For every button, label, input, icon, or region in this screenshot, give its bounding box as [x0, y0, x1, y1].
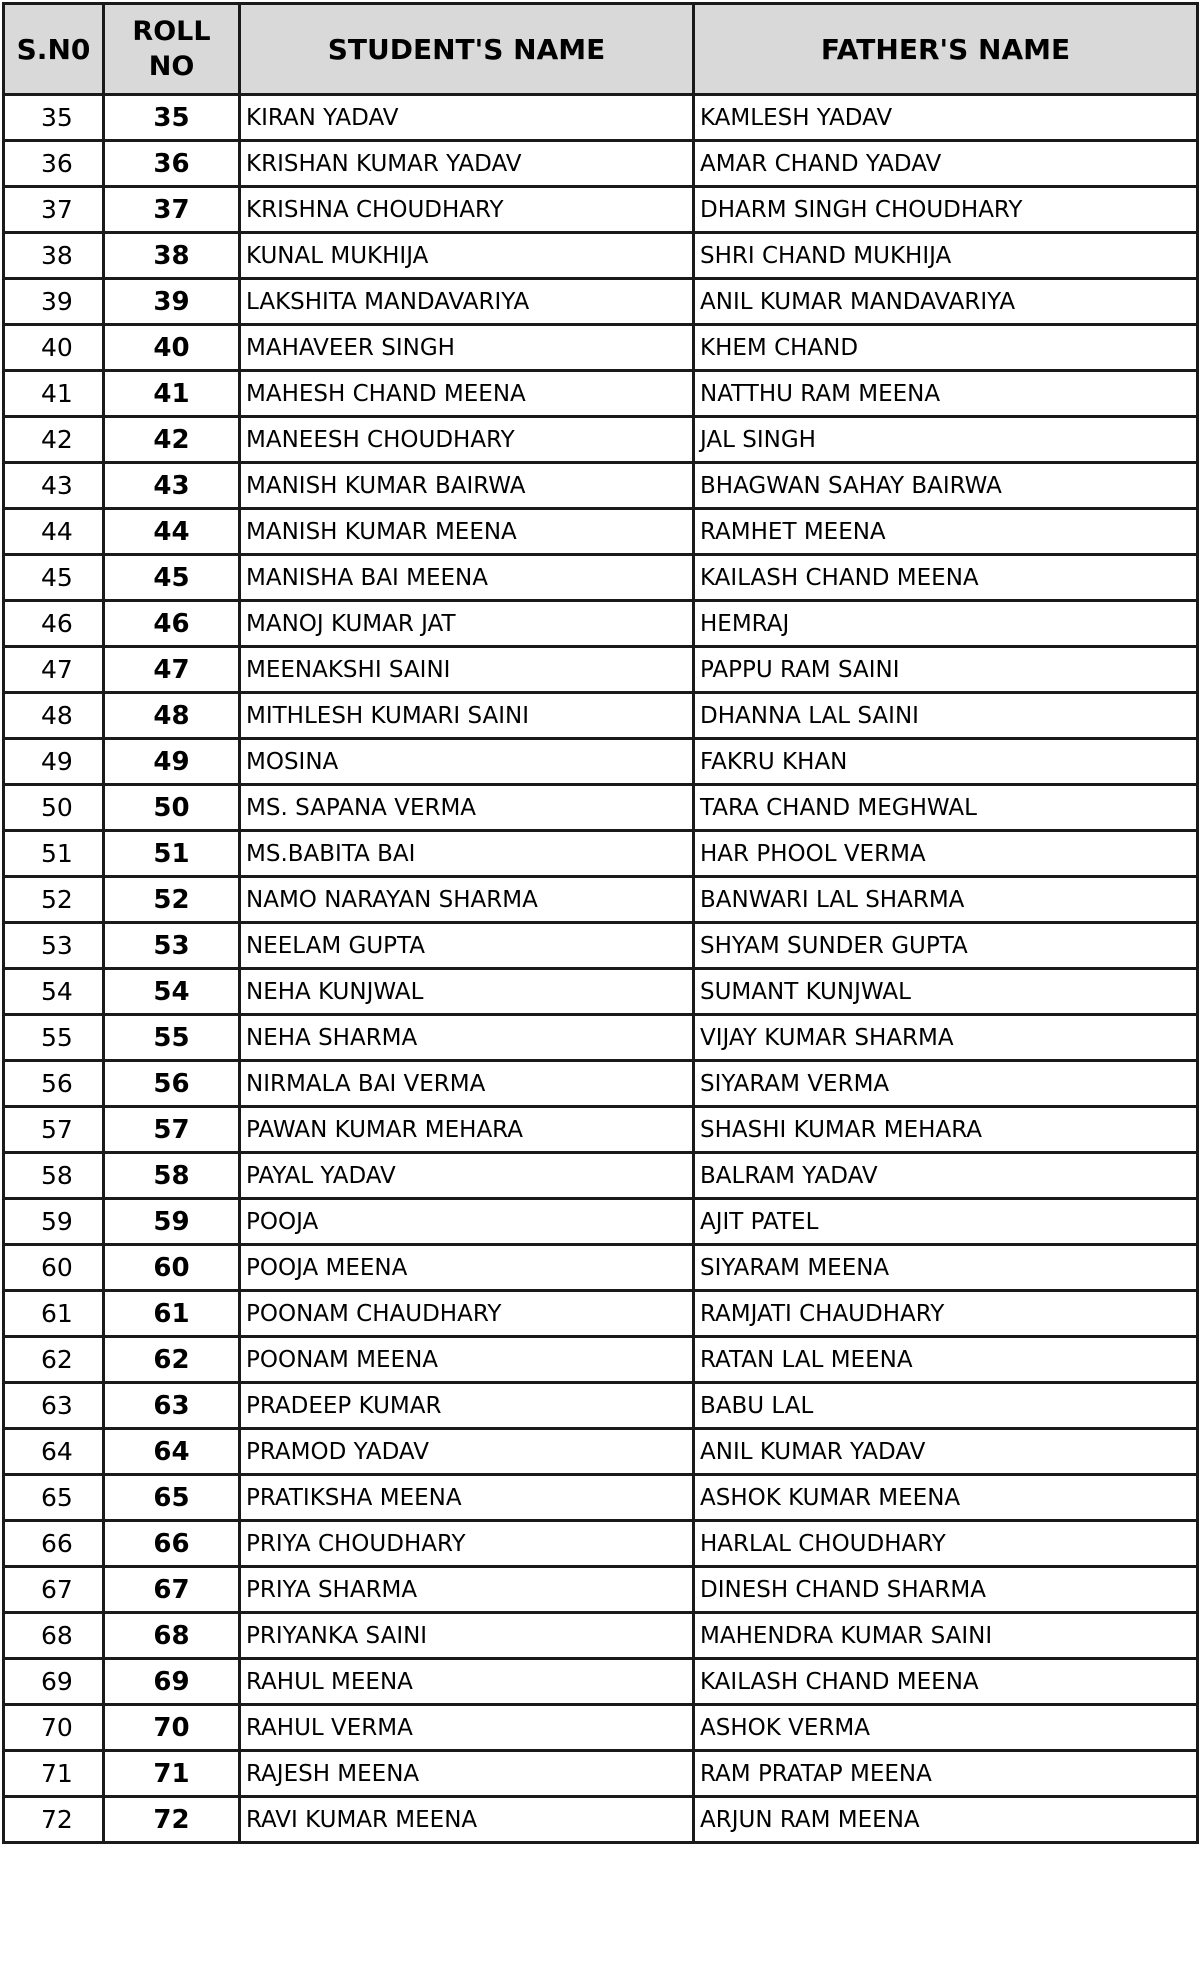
row-roll-no-cell: 55	[104, 1015, 240, 1061]
table-header	[4, 4, 1198, 95]
table-row	[4, 1107, 1198, 1153]
table-row	[4, 693, 1198, 739]
table-row	[4, 1521, 1198, 1567]
row-father-name-cell: ASHOK KUMAR MEENA	[694, 1475, 1198, 1521]
row-sno-cell: 39	[4, 279, 104, 325]
table-row	[4, 647, 1198, 693]
table-row	[4, 1199, 1198, 1245]
row-sno-cell: 37	[4, 187, 104, 233]
row-roll-no-cell: 70	[104, 1705, 240, 1751]
row-father-name-cell: KAILASH CHAND MEENA	[694, 1659, 1198, 1705]
table-row	[4, 1567, 1198, 1613]
row-father-name-cell: DINESH CHAND SHARMA	[694, 1567, 1198, 1613]
table-row	[4, 509, 1198, 555]
row-father-name-cell: ASHOK VERMA	[694, 1705, 1198, 1751]
row-father-name-cell: SHYAM SUNDER GUPTA	[694, 923, 1198, 969]
header-roll-no	[104, 4, 240, 95]
row-sno-cell: 52	[4, 877, 104, 923]
row-student-name-cell: RAJESH MEENA	[240, 1751, 694, 1797]
row-father-name-cell: RAM PRATAP MEENA	[694, 1751, 1198, 1797]
row-roll-no-cell: 66	[104, 1521, 240, 1567]
table-row	[4, 739, 1198, 785]
row-student-name-cell: POOJA MEENA	[240, 1245, 694, 1291]
row-student-name-cell: RAHUL MEENA	[240, 1659, 694, 1705]
row-father-name-cell: HAR PHOOL VERMA	[694, 831, 1198, 877]
table-row	[4, 279, 1198, 325]
table-row	[4, 1429, 1198, 1475]
header-student-name: STUDENT'S NAME	[240, 4, 694, 95]
row-student-name-cell: MANISHA BAI MEENA	[240, 555, 694, 601]
row-sno-cell: 62	[4, 1337, 104, 1383]
row-father-name-cell: SHASHI KUMAR MEHARA	[694, 1107, 1198, 1153]
header-roll-no-label: ROLL NO	[132, 16, 211, 82]
row-roll-no-cell: 71	[104, 1751, 240, 1797]
row-student-name-cell: PRADEEP KUMAR	[240, 1383, 694, 1429]
table-row	[4, 1797, 1198, 1843]
table-row	[4, 969, 1198, 1015]
row-student-name-cell: MANEESH CHOUDHARY	[240, 417, 694, 463]
row-student-name-cell: PRIYA CHOUDHARY	[240, 1521, 694, 1567]
row-sno-cell: 60	[4, 1245, 104, 1291]
row-student-name-cell: NIRMALA BAI VERMA	[240, 1061, 694, 1107]
row-student-name-cell: MAHESH CHAND MEENA	[240, 371, 694, 417]
row-father-name-cell: KAMLESH YADAV	[694, 95, 1198, 141]
header-row	[4, 4, 1198, 95]
row-sno-cell: 69	[4, 1659, 104, 1705]
row-roll-no-cell: 61	[104, 1291, 240, 1337]
row-sno-cell: 72	[4, 1797, 104, 1843]
row-roll-no-cell: 69	[104, 1659, 240, 1705]
row-sno-cell: 67	[4, 1567, 104, 1613]
table-row	[4, 233, 1198, 279]
row-student-name-cell: MEENAKSHI SAINI	[240, 647, 694, 693]
row-father-name-cell: PAPPU RAM SAINI	[694, 647, 1198, 693]
row-student-name-cell: KRISHNA CHOUDHARY	[240, 187, 694, 233]
table-row	[4, 555, 1198, 601]
row-sno-cell: 63	[4, 1383, 104, 1429]
row-roll-no-cell: 49	[104, 739, 240, 785]
row-father-name-cell: TARA CHAND MEGHWAL	[694, 785, 1198, 831]
row-roll-no-cell: 36	[104, 141, 240, 187]
row-sno-cell: 40	[4, 325, 104, 371]
table-row	[4, 1291, 1198, 1337]
row-roll-no-cell: 58	[104, 1153, 240, 1199]
row-roll-no-cell: 46	[104, 601, 240, 647]
row-student-name-cell: MITHLESH KUMARI SAINI	[240, 693, 694, 739]
row-roll-no-cell: 50	[104, 785, 240, 831]
row-student-name-cell: PAWAN KUMAR MEHARA	[240, 1107, 694, 1153]
row-father-name-cell: SIYARAM MEENA	[694, 1245, 1198, 1291]
row-sno-cell: 53	[4, 923, 104, 969]
row-roll-no-cell: 57	[104, 1107, 240, 1153]
row-student-name-cell: POONAM MEENA	[240, 1337, 694, 1383]
table-body	[4, 95, 1198, 1843]
row-student-name-cell: MOSINA	[240, 739, 694, 785]
table-row	[4, 785, 1198, 831]
table-row	[4, 1659, 1198, 1705]
row-roll-no-cell: 59	[104, 1199, 240, 1245]
row-father-name-cell: KHEM CHAND	[694, 325, 1198, 371]
row-sno-cell: 38	[4, 233, 104, 279]
row-sno-cell: 50	[4, 785, 104, 831]
row-father-name-cell: BHAGWAN SAHAY BAIRWA	[694, 463, 1198, 509]
table-row	[4, 187, 1198, 233]
row-student-name-cell: MAHAVEER SINGH	[240, 325, 694, 371]
row-sno-cell: 56	[4, 1061, 104, 1107]
row-roll-no-cell: 56	[104, 1061, 240, 1107]
row-roll-no-cell: 64	[104, 1429, 240, 1475]
row-roll-no-cell: 47	[104, 647, 240, 693]
table-row	[4, 1613, 1198, 1659]
row-sno-cell: 47	[4, 647, 104, 693]
row-sno-cell: 49	[4, 739, 104, 785]
row-sno-cell: 46	[4, 601, 104, 647]
row-father-name-cell: BABU LAL	[694, 1383, 1198, 1429]
row-student-name-cell: POOJA	[240, 1199, 694, 1245]
row-sno-cell: 43	[4, 463, 104, 509]
table-row	[4, 95, 1198, 141]
row-father-name-cell: KAILASH CHAND MEENA	[694, 555, 1198, 601]
row-sno-cell: 55	[4, 1015, 104, 1061]
row-roll-no-cell: 43	[104, 463, 240, 509]
row-roll-no-cell: 44	[104, 509, 240, 555]
header-father-name: FATHER'S NAME	[694, 4, 1198, 95]
row-student-name-cell: NEELAM GUPTA	[240, 923, 694, 969]
row-roll-no-cell: 38	[104, 233, 240, 279]
row-sno-cell: 71	[4, 1751, 104, 1797]
row-student-name-cell: PRIYA SHARMA	[240, 1567, 694, 1613]
row-roll-no-cell: 51	[104, 831, 240, 877]
table-row	[4, 417, 1198, 463]
row-father-name-cell: SHRI CHAND MUKHIJA	[694, 233, 1198, 279]
row-roll-no-cell: 63	[104, 1383, 240, 1429]
row-student-name-cell: PRIYANKA SAINI	[240, 1613, 694, 1659]
row-sno-cell: 36	[4, 141, 104, 187]
row-sno-cell: 42	[4, 417, 104, 463]
row-father-name-cell: HEMRAJ	[694, 601, 1198, 647]
row-father-name-cell: NATTHU RAM MEENA	[694, 371, 1198, 417]
row-sno-cell: 58	[4, 1153, 104, 1199]
row-father-name-cell: VIJAY KUMAR SHARMA	[694, 1015, 1198, 1061]
row-student-name-cell: KIRAN YADAV	[240, 95, 694, 141]
row-father-name-cell: DHANNA LAL SAINI	[694, 693, 1198, 739]
table-row	[4, 1015, 1198, 1061]
row-roll-no-cell: 40	[104, 325, 240, 371]
row-sno-cell: 57	[4, 1107, 104, 1153]
row-roll-no-cell: 41	[104, 371, 240, 417]
table-row	[4, 1337, 1198, 1383]
table-row	[4, 1705, 1198, 1751]
row-father-name-cell: ANIL KUMAR MANDAVARIYA	[694, 279, 1198, 325]
row-roll-no-cell: 62	[104, 1337, 240, 1383]
table-row	[4, 601, 1198, 647]
row-father-name-cell: BALRAM YADAV	[694, 1153, 1198, 1199]
row-father-name-cell: RATAN LAL MEENA	[694, 1337, 1198, 1383]
row-student-name-cell: MANISH KUMAR MEENA	[240, 509, 694, 555]
row-student-name-cell: NEHA KUNJWAL	[240, 969, 694, 1015]
table-row	[4, 463, 1198, 509]
row-sno-cell: 65	[4, 1475, 104, 1521]
row-sno-cell: 48	[4, 693, 104, 739]
row-father-name-cell: ANIL KUMAR YADAV	[694, 1429, 1198, 1475]
table-row	[4, 831, 1198, 877]
row-student-name-cell: MS.BABITA BAI	[240, 831, 694, 877]
row-student-name-cell: PRAMOD YADAV	[240, 1429, 694, 1475]
row-student-name-cell: PRATIKSHA MEENA	[240, 1475, 694, 1521]
row-roll-no-cell: 72	[104, 1797, 240, 1843]
table-row	[4, 877, 1198, 923]
row-student-name-cell: KUNAL MUKHIJA	[240, 233, 694, 279]
row-father-name-cell: AJIT PATEL	[694, 1199, 1198, 1245]
row-father-name-cell: ARJUN RAM MEENA	[694, 1797, 1198, 1843]
row-father-name-cell: FAKRU KHAN	[694, 739, 1198, 785]
row-father-name-cell: SUMANT KUNJWAL	[694, 969, 1198, 1015]
row-student-name-cell: RAVI KUMAR MEENA	[240, 1797, 694, 1843]
table-row	[4, 1153, 1198, 1199]
row-roll-no-cell: 54	[104, 969, 240, 1015]
row-sno-cell: 51	[4, 831, 104, 877]
row-father-name-cell: AMAR CHAND YADAV	[694, 141, 1198, 187]
table-row	[4, 923, 1198, 969]
row-roll-no-cell: 65	[104, 1475, 240, 1521]
student-list-sheet	[2, 2, 1196, 1964]
row-sno-cell: 54	[4, 969, 104, 1015]
row-sno-cell: 64	[4, 1429, 104, 1475]
row-student-name-cell: NEHA SHARMA	[240, 1015, 694, 1061]
row-roll-no-cell: 35	[104, 95, 240, 141]
row-sno-cell: 35	[4, 95, 104, 141]
row-sno-cell: 70	[4, 1705, 104, 1751]
row-student-name-cell: NAMO NARAYAN SHARMA	[240, 877, 694, 923]
row-father-name-cell: BANWARI LAL SHARMA	[694, 877, 1198, 923]
row-roll-no-cell: 37	[104, 187, 240, 233]
row-student-name-cell: KRISHAN KUMAR YADAV	[240, 141, 694, 187]
table-row	[4, 141, 1198, 187]
row-father-name-cell: RAMHET MEENA	[694, 509, 1198, 555]
row-sno-cell: 41	[4, 371, 104, 417]
row-sno-cell: 44	[4, 509, 104, 555]
row-student-name-cell: POONAM CHAUDHARY	[240, 1291, 694, 1337]
row-father-name-cell: HARLAL CHOUDHARY	[694, 1521, 1198, 1567]
row-student-name-cell: LAKSHITA MANDAVARIYA	[240, 279, 694, 325]
row-father-name-cell: SIYARAM VERMA	[694, 1061, 1198, 1107]
table-row	[4, 325, 1198, 371]
row-roll-no-cell: 39	[104, 279, 240, 325]
student-table	[2, 2, 1199, 1844]
row-roll-no-cell: 42	[104, 417, 240, 463]
table-row	[4, 1245, 1198, 1291]
row-sno-cell: 45	[4, 555, 104, 601]
row-student-name-cell: MANOJ KUMAR JAT	[240, 601, 694, 647]
row-student-name-cell: MS. SAPANA VERMA	[240, 785, 694, 831]
row-father-name-cell: JAL SINGH	[694, 417, 1198, 463]
row-roll-no-cell: 60	[104, 1245, 240, 1291]
row-student-name-cell: PAYAL YADAV	[240, 1153, 694, 1199]
table-row	[4, 1751, 1198, 1797]
table-row	[4, 1475, 1198, 1521]
row-sno-cell: 61	[4, 1291, 104, 1337]
header-sno: S.N0	[4, 4, 104, 95]
row-student-name-cell: RAHUL VERMA	[240, 1705, 694, 1751]
row-sno-cell: 68	[4, 1613, 104, 1659]
row-roll-no-cell: 53	[104, 923, 240, 969]
table-row	[4, 1383, 1198, 1429]
row-roll-no-cell: 52	[104, 877, 240, 923]
row-roll-no-cell: 48	[104, 693, 240, 739]
row-roll-no-cell: 67	[104, 1567, 240, 1613]
table-row	[4, 371, 1198, 417]
row-roll-no-cell: 68	[104, 1613, 240, 1659]
row-sno-cell: 66	[4, 1521, 104, 1567]
row-roll-no-cell: 45	[104, 555, 240, 601]
row-student-name-cell: MANISH KUMAR BAIRWA	[240, 463, 694, 509]
row-father-name-cell: MAHENDRA KUMAR SAINI	[694, 1613, 1198, 1659]
row-father-name-cell: RAMJATI CHAUDHARY	[694, 1291, 1198, 1337]
table-row	[4, 1061, 1198, 1107]
row-sno-cell: 59	[4, 1199, 104, 1245]
row-father-name-cell: DHARM SINGH CHOUDHARY	[694, 187, 1198, 233]
